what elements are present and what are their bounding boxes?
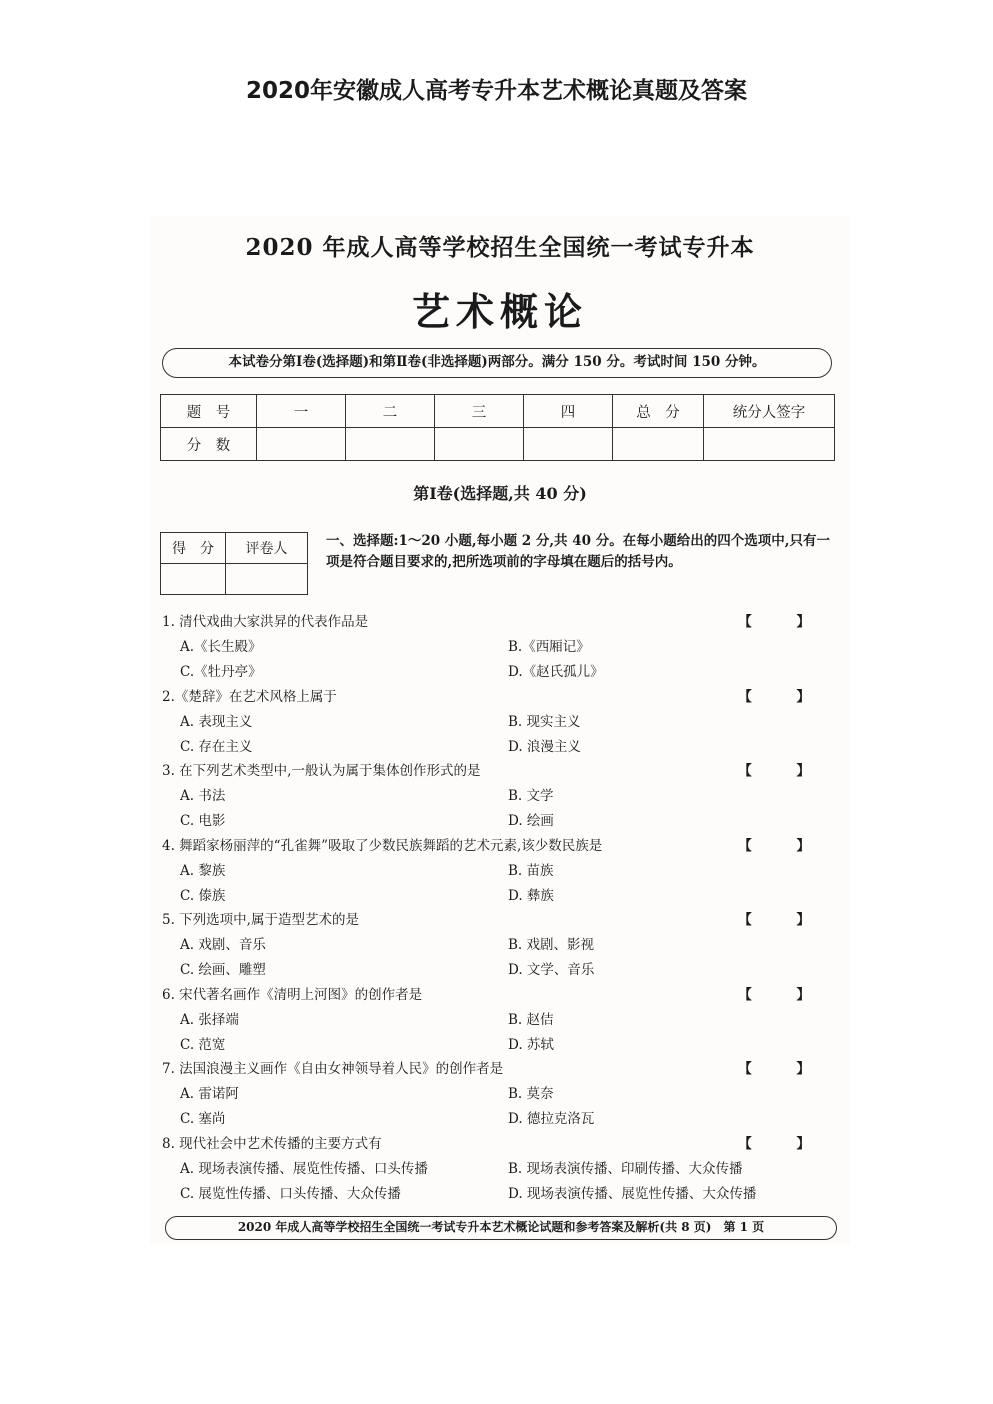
answer-bracket: 【 】 bbox=[738, 837, 830, 854]
score-cell bbox=[257, 428, 346, 461]
option-d: D. 苏轼 bbox=[508, 1036, 554, 1053]
option-c: C. 存在主义 bbox=[180, 738, 253, 755]
option-a: A. 书法 bbox=[180, 788, 226, 804]
exam-title: 2020 年成人高等学校招生全国统一考试专升本 bbox=[245, 234, 755, 261]
answer-bracket: 【 】 bbox=[738, 763, 830, 779]
option-b: B. 戏剧、影视 bbox=[508, 937, 595, 953]
option-c: C.《牡丹亭》 bbox=[180, 664, 262, 680]
question-stem: 2.《楚辞》在艺术风格上属于 bbox=[162, 688, 337, 705]
option-a: A. 黎族 bbox=[180, 862, 226, 879]
option-c: C. 塞尚 bbox=[180, 1111, 226, 1127]
answer-bracket: 【 】 bbox=[738, 986, 830, 1003]
page-footer: 2020 年成人高等学校招生全国统一考试专升本艺术概论试题和参考答案及解析(共 8 页) 第 1 页 bbox=[165, 1216, 837, 1240]
option-d: D. 彝族 bbox=[508, 887, 554, 904]
section-instruction: 一、选择题:1～20 小题,每小题 2 分,共 40 分。在每小题给出的四个选项中,只有一项是符合题目要求的,把所选项前的字母填在题后的括号内。 bbox=[326, 533, 830, 570]
grader-name-cell bbox=[226, 564, 308, 595]
option-d: D.《赵氏孤儿》 bbox=[508, 664, 604, 680]
option-b: B.《西厢记》 bbox=[508, 639, 590, 655]
question-stem: 8. 现代社会中艺术传播的主要方式有 bbox=[162, 1135, 382, 1152]
option-a: A. 表现主义 bbox=[180, 713, 253, 730]
option-c: C. 展览性传播、口头传播、大众传播 bbox=[180, 1185, 401, 1202]
score-header-cell: 三 bbox=[435, 395, 524, 428]
answer-bracket: 【 】 bbox=[738, 1135, 830, 1152]
question-item bbox=[162, 759, 842, 834]
option-b: B. 文学 bbox=[508, 788, 554, 804]
option-d: D. 德拉克洛瓦 bbox=[508, 1111, 595, 1127]
grader-box bbox=[160, 532, 308, 595]
answer-bracket: 【 】 bbox=[738, 688, 830, 705]
score-cell bbox=[524, 428, 613, 461]
question-stem: 4. 舞蹈家杨丽萍的“孔雀舞”吸取了少数民族舞蹈的艺术元素,该少数民族是 bbox=[162, 837, 603, 854]
option-a: A.《长生殿》 bbox=[180, 639, 262, 655]
option-a: A. 雷诺阿 bbox=[180, 1086, 239, 1102]
exam-notice: 本试卷分第Ⅰ卷(选择题)和第Ⅱ卷(非选择题)两部分。满分 150 分。考试时间 150 分钟。 bbox=[162, 348, 832, 378]
option-d: D. 现场表演传播、展览性传播、大众传播 bbox=[508, 1185, 757, 1202]
question-item bbox=[162, 834, 842, 909]
option-c: C. 电影 bbox=[180, 813, 226, 829]
question-stem: 1. 清代戏曲大家洪昇的代表作品是 bbox=[162, 614, 369, 630]
question-item bbox=[162, 685, 842, 760]
question-stem: 3. 在下列艺术类型中,一般认为属于集体创作形式的是 bbox=[162, 763, 481, 779]
score-cell bbox=[704, 428, 835, 461]
document-title: 2020年安徽成人高考专升本艺术概论真题及答案 bbox=[245, 78, 747, 104]
grader-name-label: 评卷人 bbox=[226, 533, 308, 564]
score-row-label: 分 数 bbox=[161, 428, 257, 461]
option-b: B. 现场表演传播、印刷传播、大众传播 bbox=[508, 1160, 743, 1177]
score-header-cell: 二 bbox=[346, 395, 435, 428]
question-stem: 5. 下列选项中,属于造型艺术的是 bbox=[162, 912, 359, 928]
section-title: 第Ⅰ卷(选择题,共 40 分) bbox=[413, 484, 587, 503]
answer-bracket: 【 】 bbox=[738, 614, 830, 630]
question-item bbox=[162, 1057, 842, 1132]
answer-bracket: 【 】 bbox=[738, 912, 830, 928]
question-item bbox=[162, 908, 842, 983]
option-c: C. 傣族 bbox=[180, 887, 226, 904]
score-cell bbox=[435, 428, 524, 461]
score-cell bbox=[346, 428, 435, 461]
answer-bracket: 【 】 bbox=[738, 1061, 830, 1077]
option-d: D. 文学、音乐 bbox=[508, 962, 595, 978]
option-b: B. 现实主义 bbox=[508, 713, 581, 730]
question-item bbox=[162, 610, 842, 685]
question-list bbox=[162, 610, 842, 1206]
score-table-header-row bbox=[161, 395, 835, 428]
score-cell bbox=[613, 428, 704, 461]
option-b: B. 赵佶 bbox=[508, 1011, 554, 1028]
scanned-exam-page bbox=[150, 215, 850, 1245]
score-header-cell: 一 bbox=[257, 395, 346, 428]
score-header-cell: 四 bbox=[524, 395, 613, 428]
option-c: C. 范宽 bbox=[180, 1036, 226, 1053]
option-d: D. 浪漫主义 bbox=[508, 738, 581, 755]
option-a: A. 戏剧、音乐 bbox=[180, 937, 266, 953]
option-b: B. 苗族 bbox=[508, 862, 554, 879]
option-d: D. 绘画 bbox=[508, 813, 554, 829]
subject-title: 艺术概论 bbox=[411, 289, 588, 334]
score-header-cell: 总 分 bbox=[613, 395, 704, 428]
option-a: A. 现场表演传播、展览性传播、口头传播 bbox=[180, 1160, 428, 1177]
option-a: A. 张择端 bbox=[180, 1011, 239, 1028]
score-table bbox=[160, 394, 835, 461]
option-c: C. 绘画、雕塑 bbox=[180, 962, 266, 978]
score-header-cell: 题 号 bbox=[161, 395, 257, 428]
option-b: B. 莫奈 bbox=[508, 1086, 554, 1102]
grader-score-cell bbox=[161, 564, 226, 595]
question-item bbox=[162, 983, 842, 1058]
grader-score-label: 得 分 bbox=[161, 533, 226, 564]
question-stem: 7. 法国浪漫主义画作《自由女神领导着人民》的创作者是 bbox=[162, 1061, 504, 1077]
score-header-cell: 统分人签字 bbox=[704, 395, 835, 428]
question-item bbox=[162, 1132, 842, 1207]
question-stem: 6. 宋代著名画作《清明上河图》的创作者是 bbox=[162, 986, 423, 1003]
score-table-value-row bbox=[161, 428, 835, 461]
